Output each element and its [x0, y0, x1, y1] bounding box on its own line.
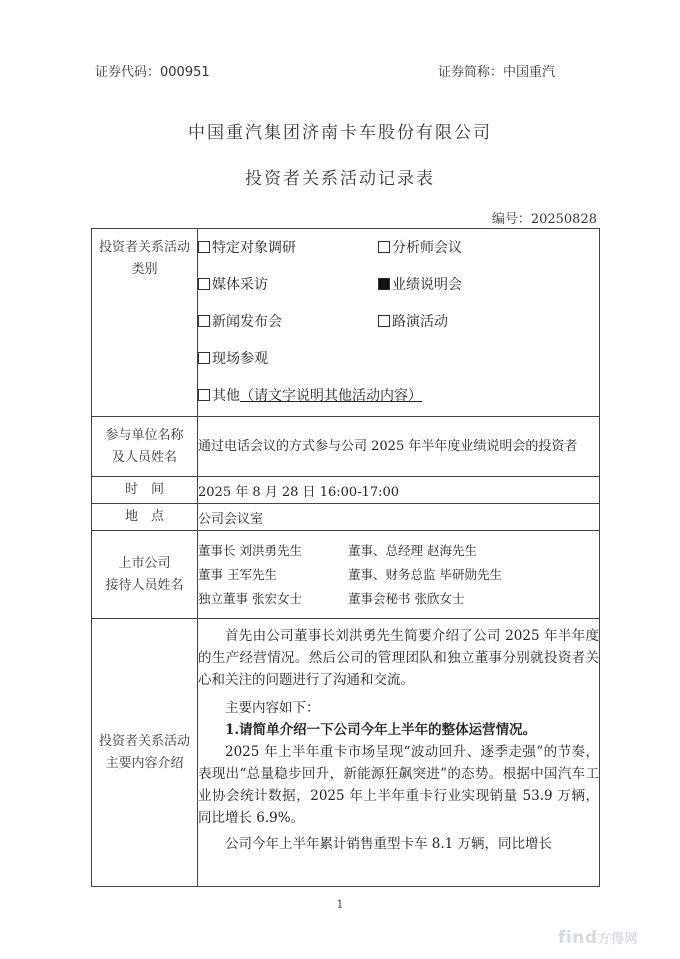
receiver-item: 董事、财务总监 毕研勋先生	[348, 567, 502, 582]
checkbox-unchecked-icon	[198, 389, 210, 401]
category-checkbox-group	[198, 230, 599, 415]
content-paragraph: 首先由公司董事长刘洪勇先生简要介绍了公司 2025 年半年度的生产经营情况。然后公司的管理团队和独立董事分别就投资者关心和关注的问题进行了沟通和交流。	[198, 628, 599, 688]
option-press-conference[interactable]: 新闻发布会	[198, 304, 378, 341]
receiver-item: 董事长 刘洪勇先生	[198, 543, 302, 558]
receiver-item: 董事 王军先生	[198, 567, 277, 582]
place-value: 公司会议室	[198, 504, 600, 531]
checkbox-unchecked-icon	[198, 241, 210, 253]
receiver-item: 董事、总经理 赵海先生	[348, 543, 477, 558]
content-paragraph: 2025 年上半年重卡市场呈现“波动回升、逐季走强”的节奏，表现出“总量稳步回升，新能源狂飙突进”的态势。根据中国汽车工业协会统计数据，2025 年上半年重卡行业实现销量 53.9 万辆，同比增长 6.9%。	[198, 744, 599, 826]
participants-label: 参与单位名称 及人员姓名	[92, 417, 198, 477]
record-table	[91, 228, 600, 887]
checkbox-unchecked-icon	[378, 315, 390, 327]
checkbox-unchecked-icon	[198, 315, 210, 327]
option-earnings-call[interactable]: 业绩说明会	[378, 267, 558, 304]
page-number: 1	[336, 898, 344, 911]
time-value: 2025 年 8 月 28 日 16:00-17:00	[198, 477, 600, 504]
time-row	[92, 477, 600, 504]
checkbox-unchecked-icon	[198, 278, 210, 290]
option-roadshow[interactable]: 路演活动	[378, 304, 558, 341]
place-row	[92, 504, 600, 531]
receiver-item: 董事会秘书 张欣女士	[348, 591, 465, 606]
participants-value: 通过电话会议的方式参与公司 2025 年半年度业绩说明会的投资者	[198, 417, 600, 477]
content-value	[198, 619, 600, 887]
document-subtitle: 投资者关系活动记录表	[245, 169, 435, 189]
content-paragraph: 主要内容如下：	[225, 700, 320, 716]
receivers-value	[198, 531, 600, 619]
option-media-interview[interactable]: 媒体采访	[198, 267, 378, 304]
content-row	[92, 619, 600, 887]
category-row	[92, 229, 600, 417]
company-title: 中国重汽集团济南卡车股份有限公司	[188, 123, 492, 143]
checkbox-unchecked-icon	[198, 352, 210, 364]
other-note: （请文字说明其他活动内容）	[240, 388, 422, 404]
option-other[interactable]: 其他（请文字说明其他活动内容）	[198, 378, 558, 415]
record-number: 编号：20250828	[491, 212, 597, 227]
content-label: 投资者关系活动 主要内容介绍	[92, 619, 198, 887]
checkbox-unchecked-icon	[378, 241, 390, 253]
watermark: find方得网	[558, 928, 639, 948]
category-label: 投资者关系活动 类别	[92, 229, 198, 417]
stock-code: 证券代码：000951	[95, 65, 210, 80]
time-label: 时 间	[92, 477, 198, 504]
option-specific-research[interactable]: 特定对象调研	[198, 230, 378, 267]
receivers-list	[198, 541, 599, 608]
question-heading: 1.请简单介绍一下公司今年上半年的整体运营情况。	[225, 722, 537, 738]
receivers-label: 上市公司 接待人员姓名	[92, 531, 198, 619]
checkbox-checked-icon	[378, 278, 390, 290]
participants-row	[92, 417, 600, 477]
place-label: 地 点	[92, 504, 198, 531]
category-options	[198, 229, 600, 417]
option-analyst-meeting[interactable]: 分析师会议	[378, 230, 558, 267]
receivers-row	[92, 531, 600, 619]
option-site-visit[interactable]: 现场参观	[198, 341, 378, 378]
receiver-item: 独立董事 张宏女士	[198, 591, 302, 606]
stock-short-name: 证券简称：中国重汽	[438, 65, 556, 80]
content-paragraph: 公司今年上半年累计销售重型卡车 8.1 万辆，同比增长	[225, 836, 553, 852]
